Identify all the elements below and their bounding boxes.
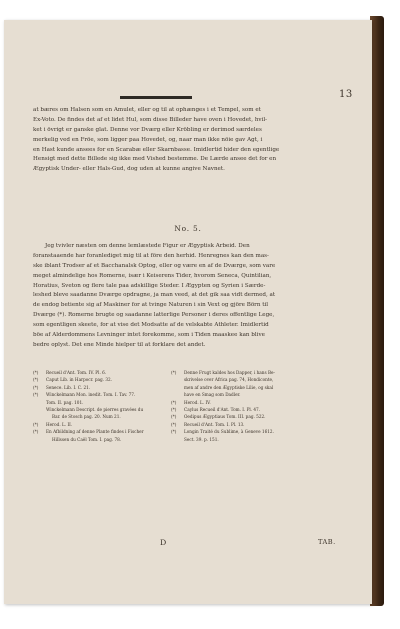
text-line: bedre oplyst. Det ene Minde hielper til at forklare det andet. xyxy=(33,341,206,348)
footnote-text: Longin Traité du Sublime, à Geneve 1612. xyxy=(184,429,274,435)
paragraph-2 xyxy=(33,242,336,351)
footnote-mark: (*) xyxy=(171,406,177,412)
footnote-mark xyxy=(33,406,46,413)
footnotes-right-column xyxy=(171,369,331,443)
footnote xyxy=(171,384,331,391)
footnote xyxy=(33,384,173,391)
book-page xyxy=(4,20,372,604)
footnote-mark xyxy=(171,376,184,383)
text-line: meget almindelige hos Romerne, især i Keiserens Tider, hvorom Seneca, Quintilian, xyxy=(33,272,272,279)
footnote-mark: (*) xyxy=(171,421,177,427)
signature-mark: D xyxy=(160,538,167,547)
footnote xyxy=(33,428,173,435)
footnote-text: Recueil d'Ant. Tom. I. Pl. 13. xyxy=(184,421,245,427)
text-line: Jeg tvivler næsten om denne lemlæstede Figur er Ægyptisk Arbeid. Den xyxy=(45,243,250,249)
footnote xyxy=(33,406,173,413)
footnote-text: Hillssen du Caël Tom. I. pag. 78. xyxy=(52,436,122,442)
header-rule xyxy=(120,96,192,99)
footnote-mark: (*) xyxy=(171,429,177,435)
footnote-mark xyxy=(33,413,46,420)
text-line: en Hast kunde ansees for en Scarabæ eller Skarnbasse. Imidlertid hider den egentlige xyxy=(33,146,280,153)
footnote-text: Herod. L. II. xyxy=(46,421,73,427)
footnote xyxy=(33,376,173,383)
footnote xyxy=(33,391,173,398)
footnote xyxy=(171,399,331,406)
footnote-mark: (*) xyxy=(171,370,177,375)
footnote-mark: (*) xyxy=(33,370,39,375)
footnote xyxy=(33,421,173,428)
footnote-mark xyxy=(33,399,46,406)
text-line: Ex-Voto. De findes det af et lidet Hul, som disse Billeder have oven i Hovedet, hvil- xyxy=(33,116,268,123)
footnote xyxy=(33,413,173,420)
footnote xyxy=(171,369,331,376)
text-line: at bæres om Halsen som en Amulet, eller og til at ophænges i et Tempel, som et xyxy=(33,107,261,113)
text-line: leshed bleve saadanne Dværge opdragne, ja man veed, at det gik saa vidt dermed, at xyxy=(33,292,276,299)
section-heading: No. 5. xyxy=(174,224,202,233)
footnote xyxy=(171,436,331,443)
text-line: ske iblant Trodser af et Bacchanalsk Optog, eller og være en af de Dværge, som vare xyxy=(33,262,276,269)
footnote-mark xyxy=(171,384,184,391)
page-number: 13 xyxy=(339,89,353,100)
footnote-mark xyxy=(33,436,46,443)
text-line: som egentligen skeete, for at vise det Modsatte af de velskabte Athleter. Imidlertid xyxy=(33,322,269,329)
footnote-text: Oedipus Ægyptiaus Tom. III. pag. 522. xyxy=(184,414,266,420)
footnote-text: Herod. L. IV. xyxy=(184,399,211,405)
footnote-mark: (*) xyxy=(33,429,39,435)
footnote-text: have en Smag som Dadler. xyxy=(184,392,241,398)
footnote-text: Sect. 39. p. 151. xyxy=(184,436,219,442)
footnote xyxy=(33,399,173,406)
footnote xyxy=(33,369,173,376)
text-line: Ægyptisk Under- eller Hals-Gud, dog uden at kunne angive Navnet. xyxy=(33,166,225,173)
footnote-mark: (*) xyxy=(33,384,39,390)
footnote-text: Winckelmann Descript. de pierres gravées du xyxy=(46,406,144,412)
paragraph-1 xyxy=(33,106,336,175)
footnote-mark: (*) xyxy=(33,421,39,427)
footnote-text: Tom. II. pag. 101. xyxy=(46,399,84,405)
footnote-text: Caylus Recueil d'Ant. Tom. I. Pl. 47. xyxy=(184,406,261,412)
footnote-text: Denne Frugt kaldes hos Dapper, i hans Be- xyxy=(184,370,275,375)
footnote xyxy=(171,406,331,413)
footnote-text: Recueil d'Ant. Tom. IV. Pl. 6. xyxy=(46,370,107,375)
footnote-text: Bar. de Stosch pag. 20. Num 21. xyxy=(52,414,121,420)
catchword: TAB. xyxy=(318,538,336,546)
footnote-mark: (*) xyxy=(171,399,177,405)
footnote xyxy=(33,436,173,443)
footnote xyxy=(171,428,331,435)
footnote-text: Winckelmann Mon. inedit. Tom. I. Tav. 77. xyxy=(46,392,136,398)
text-line: foranstaaende har foranlediget mig til at före den herhid. Henregnes kan den mas- xyxy=(33,252,269,259)
footnote xyxy=(171,391,331,398)
footnote-mark xyxy=(171,391,184,398)
footnote xyxy=(171,421,331,428)
footnote-mark: (*) xyxy=(33,377,39,383)
text-line: Dværge (*). Romerne brugte og saadanne latterlige Personer i deres offentlige Lege, xyxy=(33,312,275,319)
footnote-mark: (*) xyxy=(171,414,177,420)
footnote-mark: (*) xyxy=(33,392,39,398)
footnote-text: Senece. Lib. I. C. 21. xyxy=(46,384,91,390)
text-line: Horatius, Sveton og flere tale paa adskillige Steder. I Ægypten og Syrien i Særde- xyxy=(33,282,266,289)
footnotes-left-column xyxy=(33,369,173,443)
book-spine xyxy=(370,16,384,606)
footnote-text: men af andre den Ægyptiske Lilie, og skal xyxy=(184,384,274,390)
text-line: Hensigt med dette Billede sig ikke med Vished bestemme. De Lærde ansee det for en xyxy=(33,156,277,163)
text-line: ket i övrigt er ganske glat. Denne vor Dværg eller Kröbling er derimod særdeles xyxy=(33,126,262,133)
footnote xyxy=(171,376,331,383)
text-line: de endog betiente sig af Maskiner for at tvinge Naturen i sin Vext og gjöre Börn til xyxy=(33,302,269,309)
footnote-mark xyxy=(171,436,184,443)
footnote-text: skrivelse over Africa pag. 74, Hondiconte, xyxy=(184,377,274,383)
footnote xyxy=(171,413,331,420)
text-line: merkelig ved en Fröe, som ligger paa Hovedet, og, naar man ikke nöie gav Agt, i xyxy=(33,136,263,143)
text-line: böe af Alderdommens Levninger intet forekomme, som i Tiden maaskee kan blive xyxy=(33,332,265,339)
footnote-text: En Afbildning af denne Plante findes i Fischer xyxy=(46,429,144,435)
footnote-text: Caput Lib. in Harpocr. pag. 32. xyxy=(46,377,113,383)
